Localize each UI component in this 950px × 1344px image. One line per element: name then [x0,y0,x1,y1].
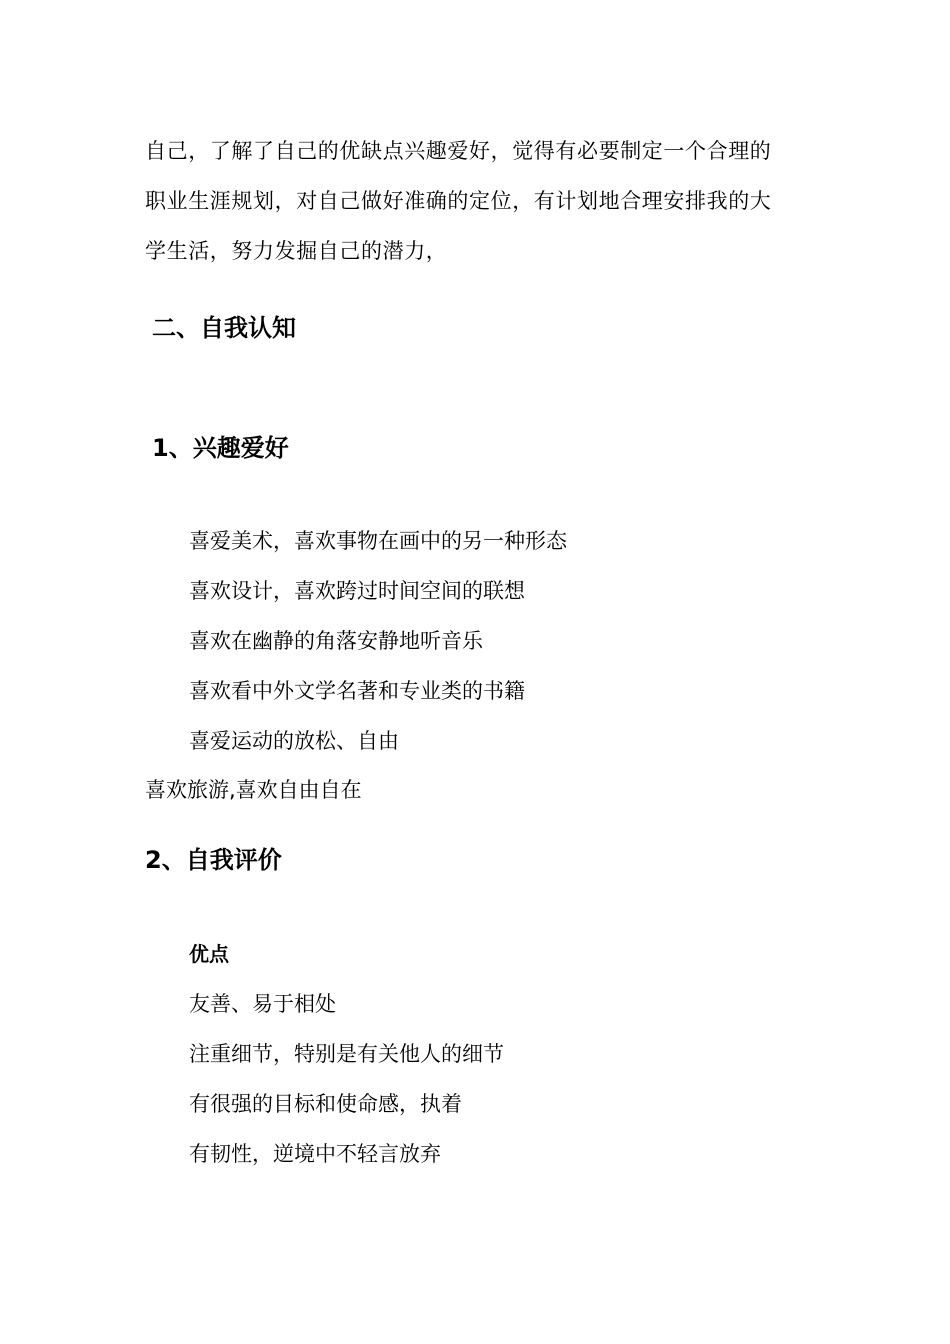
interest-item: 喜爱美术，喜欢事物在画中的另一种形态 [189,529,567,553]
interest-item: 喜欢看中外文学名著和专业类的书籍 [189,679,525,703]
strengths-label: 优点 [189,942,229,966]
intro-paragraph-line-2: 职业生涯规划，对自己做好准确的定位，有计划地合理安排我的大 [145,189,772,213]
strength-item: 注重细节，特别是有关他人的细节 [189,1042,504,1066]
interest-item: 喜欢设计，喜欢跨过时间空间的联想 [189,579,525,603]
interest-item: 喜爱运动的放松、自由 [189,729,399,753]
intro-paragraph-line-3: 学生活，努力发掘自己的潜力， [145,239,448,263]
strength-item: 友善、易于相处 [189,992,336,1016]
interest-item: 喜欢在幽静的角落安静地听音乐 [189,629,483,653]
subheading-self-evaluation: 2、自我评价 [145,846,282,874]
interest-item: 喜欢旅游,喜欢自由自在 [145,778,362,802]
strength-item: 有很强的目标和使命感，执着 [189,1092,462,1116]
subheading-interests: 1、兴趣爱好 [152,434,289,462]
section-heading-self-awareness: 二、自我认知 [152,314,296,342]
intro-paragraph-line-1: 自己，了解了自己的优缺点兴趣爱好，觉得有必要制定一个合理的 [145,139,772,163]
strength-item: 有韧性，逆境中不轻言放弃 [189,1142,441,1166]
